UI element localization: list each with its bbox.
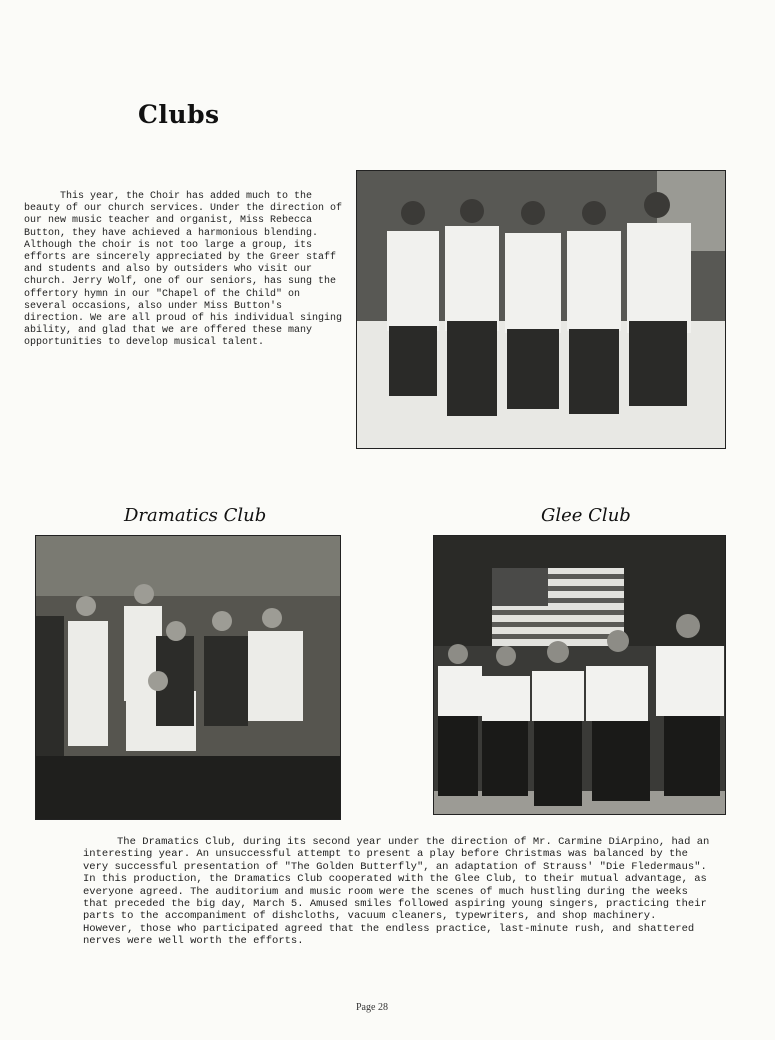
glee-club-heading: Glee Club [541, 505, 631, 526]
dramatics-club-heading: Dramatics Club [124, 505, 267, 526]
dramatics-paragraph: The Dramatics Club, during its second year under the direction of Mr. Carmine DiArpino, had an interesting year. An unsuccessful attempt to present a play before Christmas was balanced by the very successful presentation of "The Golden Butterfly", an adaptation of Strauss' "Die Fledermaus". In this production, the Dramatics Club cooperated with the Glee Club, to their mutual advantage, as everyone agreed. The auditorium and music room were the scenes of much hustling during the weeks that preceded the big day, March 5. Amused smiles followed aspiring young singers, practicing their parts to the accompaniment of dishcloths, vacuum cleaners, typewriters, and shop machinery. However, those who participated agreed that the endless practice, last-minute rush, and shattered nerves were well worth the efforts. [83, 836, 710, 948]
choir-paragraph: This year, the Choir has added much to the beauty of our church services. Under the direction of our new music teacher and organist, Miss Rebecca Button, they have achieved a harmonious blending. Although the choir is not too large a group, its efforts are sincerely appreciated by the Greer staff and students and also by outsiders who visit our church. Jerry Wolf, one of our seniors, has sung the offertory hymn in our "Chapel of the Child" on several occasions, also under Miss Button's direction. We are all proud of his individual singing ability, and glad that we are offered these many opportunities to develop musical talent. [24, 191, 343, 349]
page-title: Clubs [138, 100, 220, 129]
american-flag-icon [492, 568, 624, 646]
dramatics-club-photo [35, 535, 341, 820]
page-number: Page 28 [356, 1002, 388, 1013]
glee-club-photo [433, 535, 726, 815]
choir-photo [356, 170, 726, 449]
